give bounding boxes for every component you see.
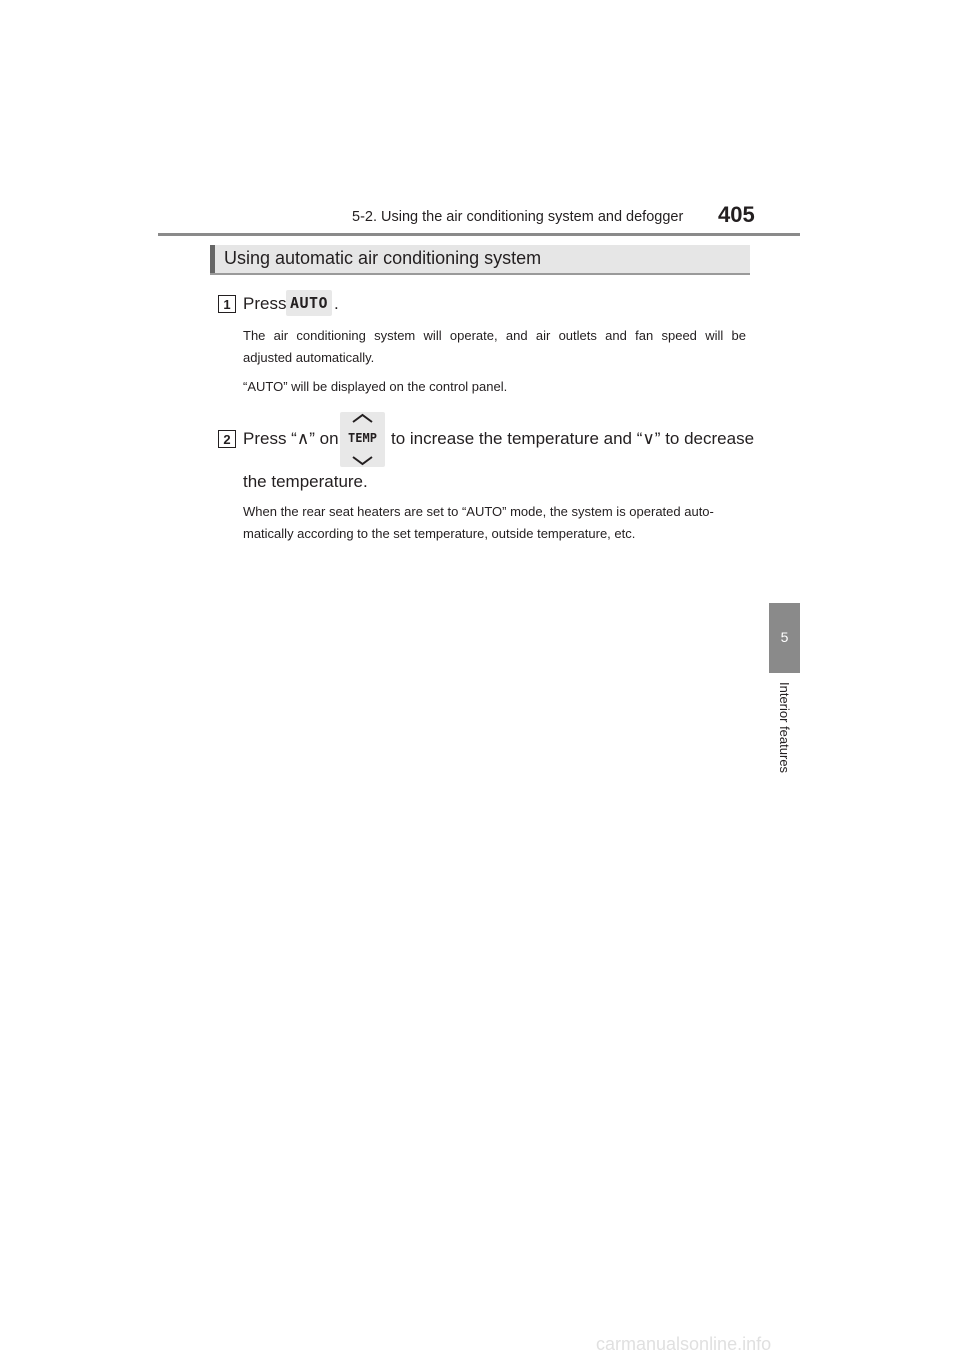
watermark: carmanualsonline.info	[596, 1334, 772, 1354]
step-1-note-line-3: “AUTO” will be displayed on the control panel.	[243, 379, 508, 394]
section-header-accent	[210, 245, 215, 273]
step-2-note-line-1: When the rear seat heaters are set to “AUTO” mode, the system is operated auto-	[243, 504, 714, 519]
auto-button-icon: AUTO	[286, 290, 332, 316]
step-1-text-before: Press	[243, 294, 287, 313]
step-1-text-after: .	[334, 294, 339, 313]
running-header: 5-2. Using the air conditioning system and defogger	[352, 209, 684, 225]
step-1-note-line-1: The air conditioning system will operate, and air outlets and fan speed will be	[243, 328, 746, 343]
step-2-text-line-2: the temperature.	[243, 472, 368, 491]
section-title: Using automatic air conditioning system	[224, 248, 542, 268]
chapter-tab	[769, 603, 800, 673]
step-2-text-before: Press “∧” on	[243, 429, 339, 448]
temp-button-label: TEMP	[348, 431, 377, 445]
step-1-badge: 1	[218, 295, 236, 313]
step-2-note-line-2: matically according to the set temperature, outside temperature, etc.	[243, 526, 636, 541]
chapter-label: Interior features	[777, 682, 792, 774]
chapter-number: 5	[780, 629, 789, 645]
step-2-text-after: to increase the temperature and “∨” to decrease	[391, 429, 755, 448]
page-number: 405	[718, 202, 755, 227]
header-divider	[158, 233, 800, 236]
temp-button-icon	[340, 412, 385, 467]
section-header	[210, 245, 750, 275]
step-2-badge: 2	[218, 430, 236, 448]
step-1-note-line-2: adjusted automatically.	[243, 350, 375, 365]
